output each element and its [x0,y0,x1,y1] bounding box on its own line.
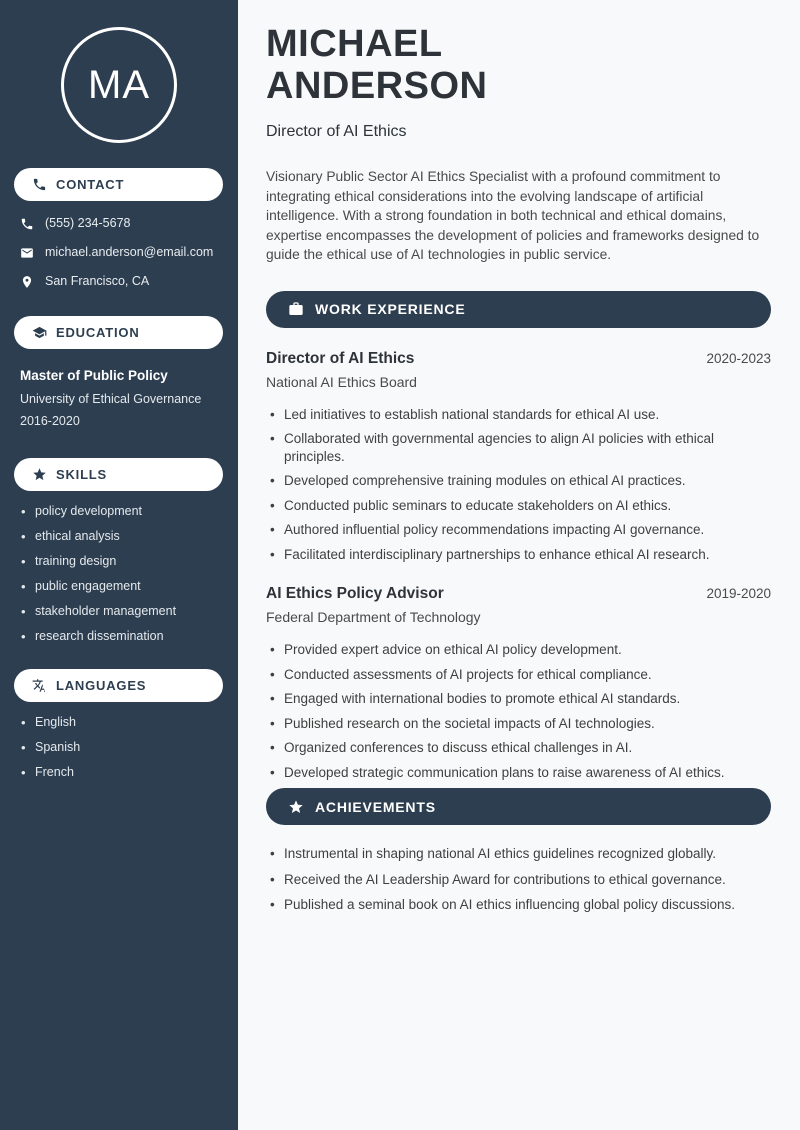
star-icon [288,799,304,815]
job-bullet: • Published research on the societal impacts of AI technologies. [268,715,771,733]
phone-icon [32,177,47,192]
location-value: San Francisco, CA [45,274,150,288]
job-bullet: • Collaborated with governmental agencies to align AI policies with ethical principles. [268,430,771,465]
contact-heading: CONTACT [56,177,125,192]
job-bullet: • Organized conferences to discuss ethical challenges in AI. [268,739,771,757]
first-name: MICHAEL [266,23,443,65]
job-bullet: • Conducted public seminars to educate stakeholders on AI ethics. [268,497,771,515]
job-company: National AI Ethics Board [266,373,417,390]
job-header [266,350,771,368]
job-bullet-list [266,406,771,564]
last-name: ANDERSON [266,65,488,107]
contact-list [0,201,238,290]
job-entry [266,585,771,781]
job-bullet: • Engaged with international bodies to promote ethical AI standards. [268,690,771,708]
education-school: University of Ethical Governance [20,392,202,406]
contact-section-header [14,168,223,201]
achievement-bullet: • Instrumental in shaping national AI ethics guidelines recognized globally. [268,845,771,863]
contact-location [20,273,228,290]
translate-icon [32,678,47,693]
job-bullet: • Led initiatives to establish national standards for ethical AI use. [268,406,771,424]
languages-section-header [14,669,223,702]
achievements-section-header [266,788,771,825]
job-bullet: • Developed strategic communication plans to raise awareness of AI ethics. [268,764,771,782]
email-value: michael.anderson@email.com [45,245,214,259]
contact-phone [20,215,228,232]
person-job-title: Director of AI Ethics [266,123,407,140]
briefcase-icon [288,301,304,317]
avatar [61,27,177,143]
profile-summary: Visionary Public Sector AI Ethics Specialist with a profound commitment to integrating ethical considerations into the evolving landscape of artificial intelligence. With a strong foundation in both technical and ethical domains, expertise encompasses the development of policies and frameworks designed to guide the ethical use of AI technologies in public service. [266,169,760,262]
work-experience-heading: WORK EXPERIENCE [315,301,466,317]
skills-list [0,491,238,643]
achievements-heading: ACHIEVEMENTS [315,798,436,815]
skill-item: • stakeholder management [20,605,226,618]
languages-list [0,702,238,779]
map-pin-icon [20,275,34,289]
language-item: • Spanish [20,741,226,754]
envelope-icon [20,246,34,260]
job-header [266,585,771,603]
main-content [238,0,800,1130]
education-years: 2016-2020 [20,414,80,428]
job-bullet: • Authored influential policy recommendations impacting AI governance. [268,521,771,539]
language-item: • English [20,716,226,729]
education-degree: Master of Public Policy [20,368,168,383]
graduation-cap-icon [32,325,47,340]
skill-item: • research dissemination [20,630,226,643]
phone-value: (555) 234-5678 [45,216,131,230]
job-bullet: • Developed comprehensive training modules on ethical AI practices. [268,472,771,490]
skill-item: • public engagement [20,580,226,593]
job-bullet-list [266,641,771,781]
job-entry [266,350,771,564]
job-dates: 2020-2023 [706,350,771,366]
language-item: • French [20,766,226,779]
languages-heading: LANGUAGES [56,678,147,693]
skills-section-header [14,458,223,491]
education-section-header [14,316,223,349]
sidebar [0,0,238,1130]
job-bullet: • Conducted assessments of AI projects for ethical compliance. [268,666,771,684]
phone-icon [20,217,34,231]
skills-heading: SKILLS [56,467,108,482]
job-bullet: • Provided expert advice on ethical AI policy development. [268,641,771,659]
job-bullet: • Facilitated interdisciplinary partnerships to enhance ethical AI research. [268,546,771,564]
person-name [266,23,771,107]
star-icon [32,467,47,482]
achievement-bullet: • Received the AI Leadership Award for contributions to ethical governance. [268,871,771,889]
achievements-list [266,845,771,914]
job-company: Federal Department of Technology [266,609,481,625]
skill-item: • training design [20,555,226,568]
education-heading: EDUCATION [56,325,140,340]
skill-item: • ethical analysis [20,530,226,543]
job-title: Director of AI Ethics [266,349,415,367]
job-title: AI Ethics Policy Advisor [266,585,444,602]
skill-item: • policy development [20,505,226,518]
achievement-bullet: • Published a seminal book on AI ethics influencing global policy discussions. [268,896,771,914]
job-dates: 2019-2020 [706,586,771,601]
contact-email [20,244,228,261]
avatar-initials: MA [88,62,150,107]
education-entry [0,349,238,428]
work-experience-section-header [266,291,771,328]
